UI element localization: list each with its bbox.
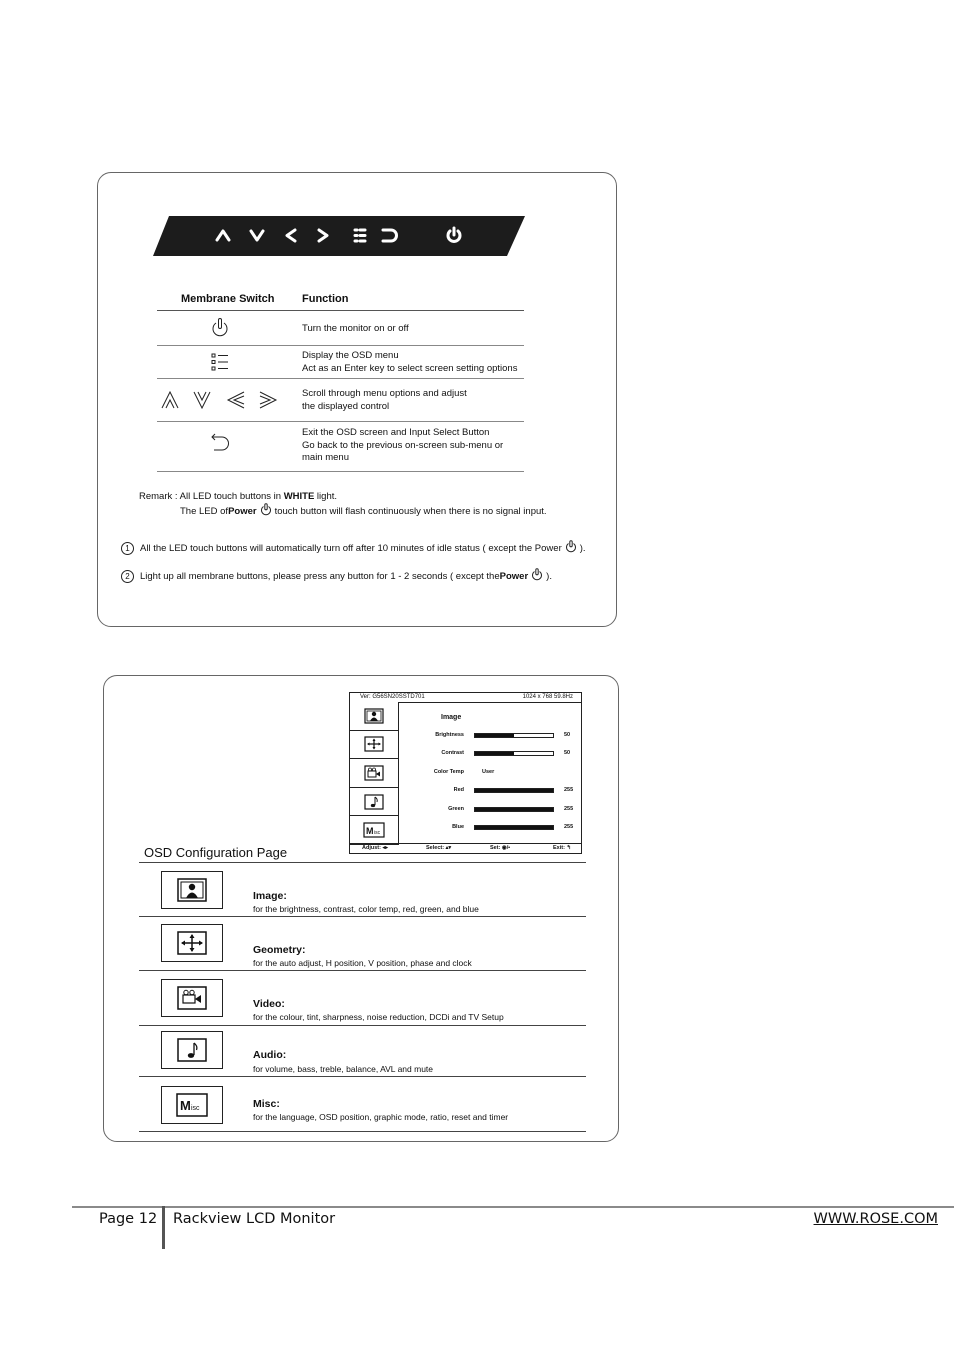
color-temp-setting[interactable]: User [482, 769, 495, 775]
osd-row-label: Blue [452, 824, 464, 830]
remark-prefix: Remark : All LED touch buttons in [139, 491, 284, 502]
footer-separator [162, 1206, 165, 1249]
contrast-slider[interactable] [474, 751, 554, 756]
config-item-image [139, 862, 586, 916]
table-row [157, 422, 524, 472]
misc-icon-m: M [180, 1098, 191, 1113]
page-number: Page 12 [99, 1211, 158, 1227]
power-icon [531, 568, 543, 584]
osd-footer [350, 843, 581, 853]
config-item-name: Audio: [253, 1049, 287, 1061]
power-icon [157, 317, 282, 339]
document-title: Rackview LCD Monitor [173, 1211, 336, 1227]
osd-row-color-temp [398, 769, 581, 779]
audio-icon [364, 794, 384, 810]
table-row [157, 311, 524, 346]
remark-suffix: light. [314, 491, 338, 502]
remark-text [139, 490, 547, 520]
config-item-name: Misc: [253, 1098, 280, 1110]
video-icon [364, 765, 384, 781]
slider-fill [475, 808, 553, 811]
misc-icon-isc: isc [374, 830, 381, 837]
config-item-name: Image: [253, 890, 287, 902]
osd-exit-hint: Exit: ↰ [553, 845, 572, 851]
blue-slider[interactable] [474, 825, 554, 830]
osd-row-contrast [398, 750, 581, 760]
function-text: main menu [302, 452, 349, 463]
osd-row-green [398, 806, 581, 816]
osd-config-title: OSD Configuration Page [144, 845, 288, 860]
note-2-end: ). [546, 570, 552, 582]
power-icon [565, 540, 577, 556]
osd-row-value: 255 [564, 787, 574, 793]
website-link[interactable]: WWW.ROSE.COM [813, 1211, 938, 1227]
geometry-icon [364, 736, 384, 752]
image-icon [161, 871, 223, 909]
table-row [157, 346, 524, 379]
osd-version: Ver: G56SN20SSTD701 [360, 694, 425, 700]
function-text: Turn the monitor on or off [302, 323, 409, 334]
osd-select-hint: Select: ▴▾ [426, 845, 452, 851]
image-icon [364, 708, 384, 724]
green-slider[interactable] [474, 807, 554, 812]
note-2 [121, 568, 552, 584]
osd-tab-geometry[interactable] [350, 731, 398, 760]
footer-rule [72, 1206, 954, 1208]
audio-icon [161, 1031, 223, 1069]
config-item-misc [139, 1076, 586, 1131]
arrow-keys-icon [157, 387, 282, 413]
config-item-desc: for the language, OSD position, graphic mode, ratio, reset and timer [253, 1112, 509, 1122]
slider-fill [475, 734, 514, 737]
membrane-switch-table [157, 290, 524, 472]
osd-tabs [350, 702, 399, 845]
osd-row-value: 50 [564, 750, 571, 756]
return-icon [157, 432, 282, 454]
config-item-desc: for volume, bass, treble, balance, AVL and mute [253, 1064, 434, 1074]
menu-list-icon [157, 351, 282, 373]
membrane-key-bar [153, 216, 525, 256]
osd-body [398, 702, 581, 845]
remark-power: Power [228, 506, 257, 517]
header-membrane-switch: Membrane Switch [181, 293, 275, 305]
osd-row-value: 50 [564, 732, 571, 738]
slider-fill [475, 752, 514, 755]
remark-line2-a: The LED of [180, 506, 229, 517]
osd-row-blue [398, 824, 581, 834]
table-header [157, 290, 524, 311]
function-text: Go back to the previous on-screen sub-menu or [302, 439, 504, 451]
slider-fill [475, 789, 553, 792]
divider [139, 1131, 586, 1132]
config-item-video [139, 970, 586, 1025]
note-1-text: All the LED touch buttons will automatically turn off after 10 minutes of idle status ( except the Power [140, 542, 562, 554]
config-item-name: Video: [253, 998, 285, 1010]
osd-title: Image [441, 714, 462, 721]
osd-row-value: 255 [564, 806, 574, 812]
function-text: Exit the OSD screen and Input Select Button [302, 427, 490, 438]
note-1-end: ). [579, 542, 586, 554]
osd-tab-image[interactable] [350, 702, 398, 731]
osd-row-label: Red [453, 787, 464, 793]
function-text: Scroll through menu options and adjust [302, 388, 467, 399]
osd-resolution: 1024 x 768 59.8Hz [522, 694, 573, 700]
misc-icon [363, 822, 385, 838]
note-number: 2 [121, 570, 134, 583]
config-item-desc: for the colour, tint, sharpness, noise reduction, DCDi and TV Setup [253, 1012, 504, 1022]
misc-icon-m: M [366, 826, 374, 837]
red-slider[interactable] [474, 788, 554, 793]
misc-icon-isc: isc [191, 1105, 200, 1112]
osd-row-red [398, 787, 581, 797]
osd-row-label: Contrast [441, 750, 464, 756]
note-number: 1 [121, 542, 134, 555]
config-item-audio [139, 1025, 586, 1076]
note-2-text: Light up all membrane buttons, please press any button for 1 - 2 seconds ( except the [140, 570, 500, 582]
osd-adjust-hint: Adjust: ◂▸ [362, 845, 388, 851]
misc-icon [161, 1086, 223, 1124]
geometry-icon [161, 924, 223, 962]
osd-row-label: Brightness [435, 732, 464, 738]
osd-screen [349, 692, 582, 854]
osd-row-value: 255 [564, 824, 574, 830]
power-icon [260, 503, 272, 520]
osd-set-hint: Set: ◉/▪ [490, 845, 511, 851]
brightness-slider[interactable] [474, 733, 554, 738]
slider-fill [475, 826, 553, 829]
table-row [157, 379, 524, 422]
function-text: the displayed control [302, 400, 390, 412]
note-2-power: Power [499, 570, 529, 582]
osd-tab-misc[interactable] [350, 816, 398, 845]
remark-line2-b: touch button will flash continuously when there is no signal input. [274, 506, 547, 517]
video-icon [161, 979, 223, 1017]
function-text: Display the OSD menu [302, 350, 399, 361]
remark-white: WHITE [283, 491, 315, 502]
osd-tab-audio[interactable] [350, 788, 398, 817]
osd-row-brightness [398, 732, 581, 742]
function-text: Act as an Enter key to select screen setting options [302, 362, 518, 374]
note-1 [121, 540, 586, 556]
osd-row-label: Green [448, 806, 464, 812]
config-item-desc: for the brightness, contrast, color temp, red, green, and blue [253, 904, 479, 914]
config-item-name: Geometry: [253, 944, 306, 956]
config-item-geometry [139, 916, 586, 970]
osd-tab-video[interactable] [350, 759, 398, 788]
osd-row-label: Color Temp [433, 769, 464, 775]
header-function: Function [302, 293, 349, 305]
config-item-desc: for the auto adjust, H position, V position, phase and clock [253, 958, 472, 968]
